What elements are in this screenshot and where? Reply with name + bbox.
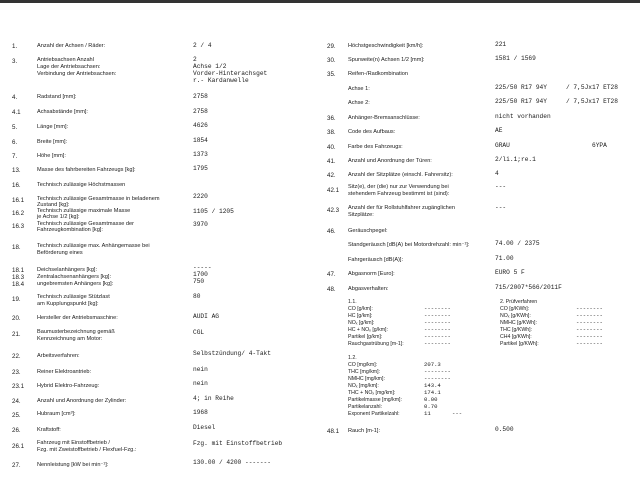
item-number: 4.1 [12,109,21,116]
cylinders-label: Anzahl und Anordnung der Zylinder: [37,398,127,404]
fuel-label: Kraftstoff: [37,427,61,433]
item-number: 29. [327,43,336,50]
max-masses-heading: Technisch zulässige Höchstmassen [37,182,126,188]
working-process-label: Arbeitsverfahren: [37,353,80,359]
emission-row-label: Partikel [g/KWh]: [500,341,539,347]
combination-mass-value: 3970 [193,221,208,228]
emissions-value: 715/2007*566/2011F [495,284,562,291]
emission-row-label: HC + NOₓ [g/km]: [348,327,388,333]
seats-value: 4 [495,170,499,177]
drive-axles-connection-label: Verbindung der Antriebsachsen: [37,71,117,77]
emission-row-value: 143.4 [424,382,441,389]
engine-code-label-cont: Kennzeichnung am Motor: [37,336,103,342]
towing-heading: Technisch zulässige max. Anhängemasse bei [37,243,150,249]
gross-mass-value: 2220 [193,193,208,200]
stationary-seats-value: --- [495,183,507,190]
axle-mass-label-cont: je Achse 1/2 [kg]: [37,214,80,220]
fuel-mode-label-cont: Fzg. mit Zweistoffbetrieb / Flexfuel-Fzg.: [37,447,137,453]
item-number: 22. [12,353,21,360]
rated-power-value: 130.00 / 4200 ------- [193,459,271,466]
noise-heading: Geräuschpegel: [348,228,388,234]
item-number: 25. [12,412,21,419]
emission-row-value: -------- [424,305,451,312]
trailer-brake-label: Anhänger-Bremsanschlüsse: [348,115,420,121]
page-top-edge [0,0,640,3]
doors-label: Anzahl und Anordnung der Türen: [348,158,432,164]
emission-row-label: CO [g/km]: [348,306,373,312]
emission-row-suffix: --- [452,410,463,417]
width-value: 1854 [193,137,208,144]
item-number: 19. [12,296,21,303]
emission-row-value: -------- [424,368,451,375]
item-number: 26.1 [12,443,25,450]
driving-noise-value: 71.00 [495,255,514,262]
colour-value: GRAU [495,142,510,149]
hybrid-label: Hybrid Elektro-Fahrzeug: [37,383,100,389]
emission-standard-value: EURO 5 F [495,269,525,276]
emission-row-value: -------- [424,312,451,319]
emissions-label: Abgasverhalten: [348,286,389,292]
working-process-value: Selbstzündung/ 4-Takt [193,350,271,357]
item-number: 41. [327,158,336,165]
emission-row-label: THC [g/KWh]: [500,327,532,333]
fuel-value: Diesel [193,424,216,431]
gross-mass-label: Technisch zulässige Gesamtmasse in beladenem [37,196,160,202]
height-value: 1373 [193,151,208,158]
emission-row-value: 207.3 [424,361,441,368]
gross-mass-label-cont: Zustand [kg]: [37,202,70,208]
emission-row-label: THC [mg/km]: [348,369,380,375]
track-width-label: Spurweite(n) Achsen 1/2 [mm]: [348,57,425,63]
drawbar-trailer-value: ----- [193,264,212,271]
item-number: 42. [327,172,336,179]
support-load-label: Technisch zulässige Stützlast [37,294,110,300]
item-number: 3. [12,58,18,65]
width-label: Breite [mm]: [37,139,68,145]
emission-row-label: CO [g/KWh]: [500,306,530,312]
drive-axles-connection-value-cont: r.- Kardanwelle [193,77,249,84]
stationary-noise-label: Standgeräusch [dB(A) bei Motordrehzahl: min⁻¹]: [348,242,470,248]
emission-row-label: Partikel [g/km]: [348,334,383,340]
axle2-rim-value: / 7,5Jx17 ET28 [566,98,618,105]
item-number: 40. [327,144,336,151]
cylinders-value: 4; in Reihe [193,395,234,402]
length-value: 4626 [193,122,208,129]
item-number: 4. [12,94,18,101]
emission-row-value: -------- [576,319,603,326]
item-number: 1. [12,43,18,50]
rated-power-label: Nennleistung [kW bei min⁻¹]: [37,462,109,468]
axles-value: 2 / 4 [193,42,212,49]
item-number: 23. [12,369,21,376]
curb-mass-label: Masse des fahrbereiten Fahrzeugs [kg]: [37,167,136,173]
emission-row-value: -------- [424,326,451,333]
emissions-section-1-2: 1.2. [348,355,357,361]
emission-row-label: Exponent Partikelzahl: [348,411,400,417]
fuel-mode-label: Fahrzeug mit Einstoffbetrieb / [37,440,110,446]
emission-row-label: Partikelanzahl: [348,404,383,410]
wheelchair-seats-label: Anzahl der für Rollstuhlfahrer zugänglichen [348,205,455,211]
emission-row-label: NOₓ [mg/km]: [348,383,379,389]
centre-axle-trailer-label: Zentralachsenanhängers [kg]: [37,274,112,280]
hybrid-value: nein [193,380,208,387]
item-number: 24. [12,398,21,405]
unbraked-trailer-value: 750 [193,278,205,285]
emission-row-value: 0.70 [424,403,438,410]
wheelbase-label: Radstand [mm]: [37,94,77,100]
item-number: 6. [12,139,18,146]
body-code-value: AE [495,127,503,134]
emission-row-value: -------- [576,312,603,319]
item-number: 16. [12,182,21,189]
wheelchair-seats-label-cont: Sitzplätze: [348,212,374,218]
axle1-rim-value: / 7,5Jx17 ET28 [566,84,618,91]
pure-electric-value: nein [193,366,208,373]
item-number: 20. [12,315,21,322]
axle1-label: Achse 1: [348,86,370,92]
item-number: 48. [327,286,336,293]
emission-row-label: Rauchgastrübung [m-1]: [348,341,404,347]
item-number: 30. [327,57,336,64]
item-number: 48.1 [327,428,340,435]
emission-row-value: 11 [424,410,431,417]
item-number: 18. [12,244,21,251]
item-number: 42.1 [327,187,340,194]
emission-row-value: -------- [424,319,451,326]
track-width-value: 1581 / 1569 [495,55,536,62]
support-load-label-cont: am Kupplungspunkt [kg]: [37,301,99,307]
emission-row-label: HC [g/km]: [348,313,373,319]
item-number: 27. [12,462,21,469]
item-number: 26. [12,427,21,434]
length-label: Länge [mm]: [37,124,69,130]
item-number: 16.3 [12,223,25,230]
test-procedure-heading: 2. Prüfverfahren [500,299,538,305]
smoke-value: 0.500 [495,426,514,433]
emission-row-value: -------- [576,305,603,312]
axle1-tyre-value: 225/50 R17 94Y [495,84,547,91]
top-speed-label: Höchstgeschwindigkeit [km/h]: [348,43,424,49]
drive-axles-label: Antriebsachsen Anzahl [37,57,94,63]
emission-row-value: 174.1 [424,389,441,396]
item-number: 46. [327,228,336,235]
drive-axles-position-value: Achse 1/2 [193,63,227,70]
emission-standard-label: Abgasnorm [Euro]: [348,271,395,277]
item-number: 47. [327,271,336,278]
wheelbase-value: 2758 [193,93,208,100]
driving-noise-label: Fahrgeräusch [dB(A)]: [348,257,404,263]
item-number: 18.1 [12,267,25,274]
item-number: 38. [327,129,336,136]
emission-row-value: -------- [576,340,603,347]
combination-mass-label-cont: Fahrzeugkombination [kg]: [37,227,103,233]
combination-mass-label: Technisch zulässige Gesamtmasse der [37,221,134,227]
curb-mass-value: 1795 [193,165,208,172]
stationary-noise-value: 74.00 / 2375 [495,240,540,247]
pure-electric-label: Reiner Elektroantrieb: [37,369,92,375]
item-number: 13. [12,167,21,174]
engine-manufacturer-label: Hersteller der Antriebsmaschine: [37,315,118,321]
displacement-label: Hubraum [cm³]: [37,411,76,417]
item-number: 42.3 [327,207,340,214]
item-number: 5. [12,124,18,131]
centre-axle-trailer-value: 1700 [193,271,208,278]
wheelchair-seats-value: --- [495,204,507,211]
emission-row-value: -------- [576,326,603,333]
smoke-label: Rauch [m-1]: [348,428,381,434]
emission-row-value: -------- [424,375,451,382]
engine-manufacturer-value: AUDI AG [193,313,219,320]
emission-row-value: -------- [424,333,451,340]
height-label: Höhe [mm]: [37,153,66,159]
axle2-label: Achse 2: [348,100,370,106]
axle-distance-value: 2758 [193,108,208,115]
item-number: 7. [12,153,18,160]
displacement-value: 1968 [193,409,208,416]
item-number: 16.2 [12,210,25,217]
engine-code-value: CGL [193,329,205,336]
item-number: 21. [12,331,21,338]
axle-mass-value: 1105 / 1205 [193,208,234,215]
stationary-seats-label-cont: stehendem Fahrzeug bestimmt ist (sind): [348,191,450,197]
emission-row-label: NMHC [g/KWh]: [500,320,537,326]
axle-mass-label: Technisch zulässige maximale Masse [37,208,131,214]
drive-axles-position-label: Lage der Antriebsachsen: [37,64,101,70]
tyre-combination-heading: Reifen-/Radkombination [348,71,409,77]
emission-row-label: THC + NOₓ [mg/km]: [348,390,396,396]
doors-value: 2/li.1;re.1 [495,156,536,163]
emissions-section-1-1: 1.1. [348,299,357,305]
top-speed-value: 221 [495,41,507,48]
emission-row-value: -------- [424,340,451,347]
support-load-value: 80 [193,293,201,300]
drive-axles-value: 2 [193,56,197,63]
fuel-mode-value: Fzg. mit Einstoffbetrieb [193,440,283,447]
item-number: 18.3 [12,274,25,281]
trailer-brake-value: nicht vorhanden [495,113,551,120]
body-code-label: Code des Aufbaus: [348,129,396,135]
drawbar-trailer-label: Deichselanhängers [kg]: [37,267,98,273]
item-number: 16.1 [12,197,25,204]
item-number: 35. [327,71,336,78]
emission-row-label: CH4 [g/KWh]: [500,334,532,340]
colour-code-value: 6YPA [592,142,607,149]
emission-row-value: 0.00 [424,396,438,403]
drive-axles-connection-value: Vorder-Hinterachsget [193,70,268,77]
towing-heading-cont: Beförderung eines [37,250,83,256]
item-number: 18.4 [12,281,25,288]
stationary-seats-label: Sitz(e), der (die) nur zur Verwendung bei [348,184,449,190]
emission-row-label: NOₓ [g/km]: [348,320,375,326]
emission-row-label: NOₓ [g/KWh]: [500,313,531,319]
axle-distance-label: Achsabstände [mm]: [37,109,88,115]
emission-row-label: Partikelmasse [mg/km]: [348,397,402,403]
axles-label: Anzahl der Achsen / Räder: [37,43,106,49]
engine-code-label: Baumusterbezeichnung gemäß [37,329,115,335]
colour-label: Farbe des Fahrzeugs: [348,144,403,150]
emission-row-label: CO [mg/km]: [348,362,378,368]
seats-label: Anzahl der Sitzplätze (einschl. Fahrersitz): [348,172,453,178]
emission-row-label: NMHC [mg/km]: [348,376,385,382]
item-number: 36. [327,115,336,122]
axle2-tyre-value: 225/50 R17 94Y [495,98,547,105]
unbraked-trailer-label: ungebremsten Anhängers [kg]: [37,281,114,287]
item-number: 23.1 [12,383,25,390]
emission-row-value: -------- [576,333,603,340]
